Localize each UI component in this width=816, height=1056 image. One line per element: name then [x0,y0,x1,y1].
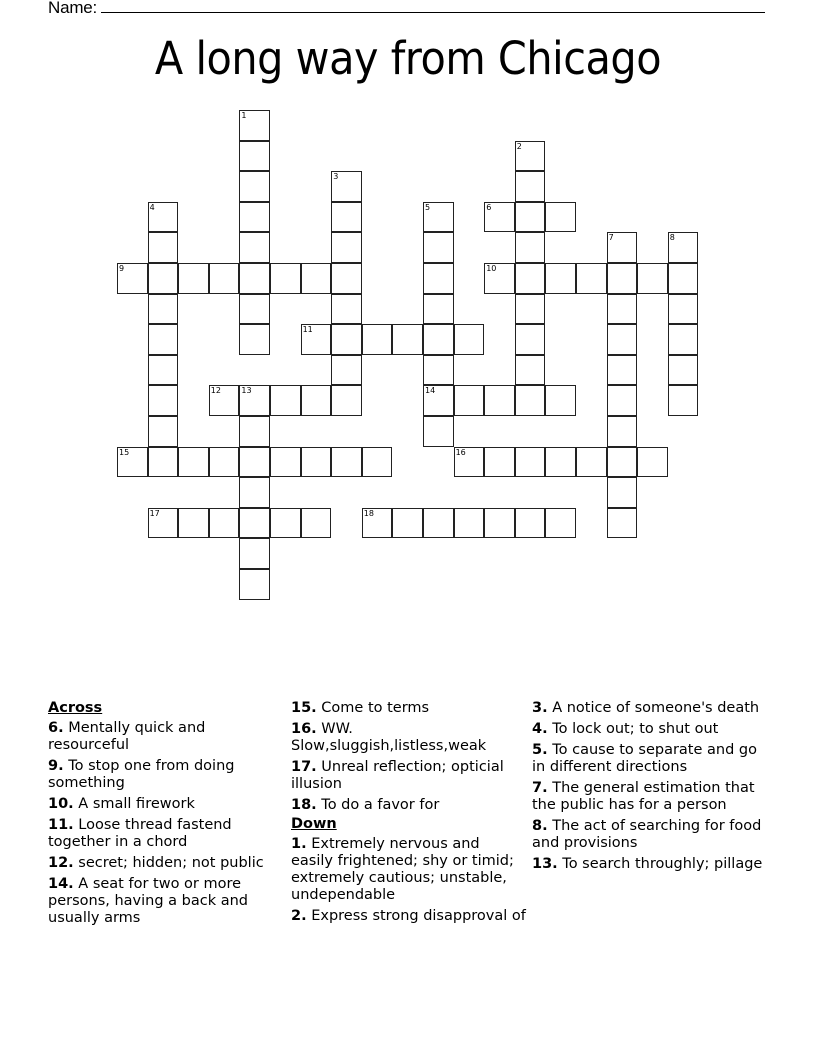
clue-down-4: 4. To lock out; to shut out [532,721,719,737]
clue-down-8: 8. The act of searching for food and provisions [532,818,762,851]
clue-across-9: 9. To stop one from doing something [48,758,235,791]
clues-column-2 [291,700,526,929]
grid-cell[interactable] [607,232,638,263]
grid-cell[interactable] [515,324,546,355]
grid-cell[interactable] [484,447,515,478]
grid-cell[interactable] [515,141,546,172]
grid-cell[interactable] [423,508,454,539]
clue-down-5: 5. To cause to separate and go in different directions [532,742,757,775]
grid-cell[interactable] [637,447,668,478]
grid-cell[interactable] [239,232,270,263]
grid-cell[interactable] [148,355,179,386]
grid-cell[interactable] [270,508,301,539]
grid-cell[interactable] [362,324,393,355]
grid-cell[interactable] [239,477,270,508]
grid-cell[interactable] [148,416,179,447]
grid-cell[interactable] [239,263,270,294]
grid-cell[interactable] [545,385,576,416]
grid-cell[interactable] [545,447,576,478]
grid-cell[interactable] [515,508,546,539]
grid-cell[interactable] [301,263,332,294]
grid-cell[interactable] [668,324,699,355]
clue-number: 9 [119,264,125,273]
grid-cell[interactable] [607,416,638,447]
grid-cell[interactable] [362,508,393,539]
grid-cell[interactable] [148,385,179,416]
grid-cell[interactable] [331,324,362,355]
grid-cell[interactable] [423,263,454,294]
grid-cell[interactable] [607,263,638,294]
grid-cell[interactable] [178,508,209,539]
grid-cell[interactable] [637,263,668,294]
grid-cell[interactable] [392,324,423,355]
grid-cell[interactable] [148,324,179,355]
grid-cell[interactable] [331,294,362,325]
clue-number: 11 [302,325,313,335]
grid-cell[interactable] [576,447,607,478]
clue-number: 4 [149,202,155,212]
grid-cell[interactable] [423,294,454,325]
clue-number: 14 [425,386,436,396]
grid-cell[interactable] [454,385,485,416]
clue-down-3: 3. A notice of someone's death [532,700,760,716]
grid-cell[interactable] [515,171,546,202]
grid-cell[interactable] [239,538,270,569]
grid-cell[interactable] [117,447,148,478]
clue-number: 13 [241,386,252,396]
page-title: A long way from Chicago [154,32,662,85]
clue-number: 12 [210,386,221,396]
grid-cell[interactable] [178,263,209,294]
grid-cell[interactable] [668,355,699,386]
grid-cell[interactable] [607,385,638,416]
grid-cell[interactable] [454,324,485,355]
clue-number: 5 [425,202,431,212]
grid-cell[interactable] [209,385,240,416]
clue-across-16: 16. WW. Slow,sluggish,listless,weak [291,721,487,754]
grid-cell[interactable] [239,569,270,600]
clue-across-18: 18. To do a favor for [291,797,440,813]
grid-cell[interactable] [239,385,270,416]
grid-cell[interactable] [331,232,362,263]
grid-cell[interactable] [362,447,393,478]
grid-cell[interactable] [423,355,454,386]
clue-number: 18 [363,508,374,518]
grid-cell[interactable] [239,141,270,172]
clue-across-14: 14. A seat for two or more persons, having a back and usually arms [48,876,249,926]
name-label: Name: [48,0,98,17]
grid-cell[interactable] [545,508,576,539]
grid-cell[interactable] [484,385,515,416]
clue-down-1: 1. Extremely nervous and easily frightened; shy or timid; extremely cautious; unstable, undependable [291,836,514,903]
grid-cell[interactable] [484,508,515,539]
clue-across-15: 15. Come to terms [291,700,430,716]
grid-cell[interactable] [331,447,362,478]
grid-cell[interactable] [515,232,546,263]
grid-cell[interactable] [331,263,362,294]
grid-cell[interactable] [668,263,699,294]
clue-down-13: 13. To search throughly; pillage [532,856,763,872]
grid-cell[interactable] [270,263,301,294]
grid-cell[interactable] [423,416,454,447]
grid-cell[interactable] [607,324,638,355]
grid-cell[interactable] [484,202,515,233]
grid-cell[interactable] [148,294,179,325]
clue-across-6: 6. Mentally quick and resourceful [48,720,206,753]
clue-number: 1 [241,111,247,120]
clue-number: 10 [486,264,497,273]
grid-cell[interactable] [392,508,423,539]
grid-cell[interactable] [209,263,240,294]
clues-column-3 [532,700,772,877]
grid-cell[interactable] [301,508,332,539]
grid-cell[interactable] [515,294,546,325]
grid-cell[interactable] [239,202,270,233]
grid-cell[interactable] [148,263,179,294]
grid-cell[interactable] [148,508,179,539]
clue-number: 3 [333,172,339,182]
grid-cell[interactable] [301,447,332,478]
grid-cell[interactable] [607,508,638,539]
grid-cell[interactable] [301,385,332,416]
grid-cell[interactable] [545,263,576,294]
grid-cell[interactable] [239,171,270,202]
grid-cell[interactable] [515,355,546,386]
grid-cell[interactable] [178,447,209,478]
grid-cell[interactable] [331,202,362,233]
grid-cell[interactable] [454,447,485,478]
clue-down-2: 2. Express strong disapproval of [291,908,526,924]
grid-cell[interactable] [607,477,638,508]
clue-down-7: 7. The general estimation that the public has for a person [532,780,755,813]
grid-cell[interactable] [545,202,576,233]
grid-cell[interactable] [423,202,454,233]
clue-number: 2 [516,141,522,151]
grid-cell[interactable] [270,385,301,416]
grid-cell[interactable] [239,508,270,539]
across-header: Across [48,700,103,716]
clue-across-17: 17. Unreal reflection; opticial illusion [291,759,504,792]
grid-cell[interactable] [148,447,179,478]
grid-cell[interactable] [515,202,546,233]
grid-cell[interactable] [331,385,362,416]
grid-cell[interactable] [423,232,454,263]
clue-number: 6 [486,202,492,212]
down-header: Down [291,816,337,832]
grid-cell[interactable] [607,294,638,325]
clue-number: 16 [455,447,466,457]
clue-across-12: 12. secret; hidden; not public [48,855,264,871]
grid-cell[interactable] [239,447,270,478]
grid-cell[interactable] [423,385,454,416]
grid-cell[interactable] [117,263,148,294]
grid-cell[interactable] [576,263,607,294]
grid-cell[interactable] [331,355,362,386]
grid-cell[interactable] [515,385,546,416]
grid-cell[interactable] [454,508,485,539]
grid-cell[interactable] [668,232,699,263]
clue-number: 17 [149,508,160,518]
grid-cell[interactable] [209,508,240,539]
clue-number: 7 [608,233,614,243]
grid-cell[interactable] [515,447,546,478]
grid-cell[interactable] [239,324,270,355]
grid-cell[interactable] [668,294,699,325]
grid-cell[interactable] [668,385,699,416]
grid-cell[interactable] [484,263,515,294]
clue-number: 8 [669,233,675,243]
grid-cell[interactable] [270,447,301,478]
grid-cell[interactable] [515,263,546,294]
grid-cell[interactable] [331,171,362,202]
clue-across-11: 11. Loose thread fastend together in a chord [48,817,232,850]
grid-cell[interactable] [301,324,332,355]
grid-cell[interactable] [239,110,270,141]
grid-cell[interactable] [148,232,179,263]
clue-number: 15 [119,447,130,457]
grid-cell[interactable] [209,447,240,478]
clue-across-10: 10. A small firework [48,796,195,812]
grid-cell[interactable] [239,416,270,447]
grid-cell[interactable] [148,202,179,233]
grid-cell[interactable] [239,294,270,325]
grid-cell[interactable] [423,324,454,355]
grid-cell[interactable] [607,355,638,386]
clues-column-1 [48,700,283,931]
grid-cell[interactable] [607,447,638,478]
